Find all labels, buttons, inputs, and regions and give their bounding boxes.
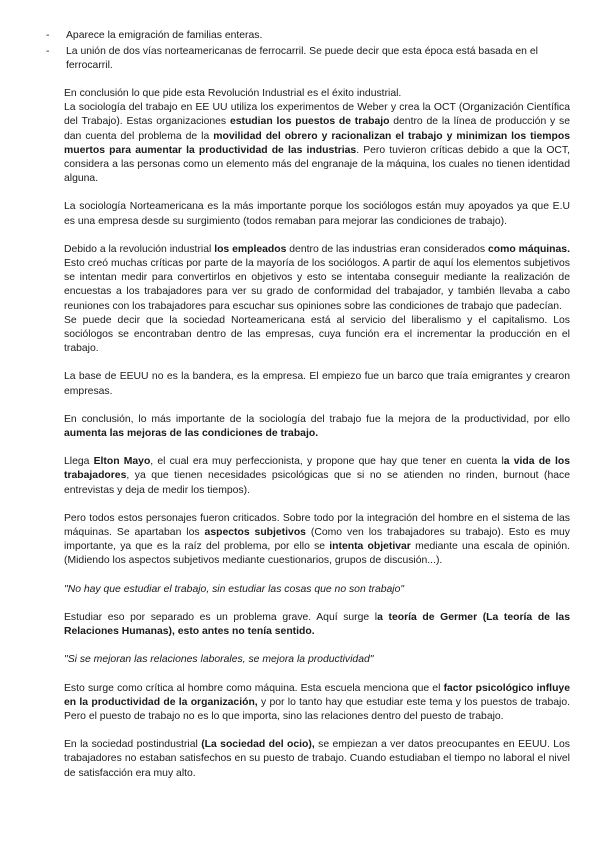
quote-text: "Si se mejoran las relaciones laborales, se mejora la productividad" [64, 654, 374, 666]
paragraph-elton-mayo [64, 455, 570, 498]
quote-trabajo [64, 583, 570, 597]
paragraph-text: La base de EEUU no es la bandera, es la empresa. El empiezo fue un barco que traía emigrantes y crearon empresas. [64, 371, 570, 397]
paragraph-text: se empiezan a ver datos preocupantes en EEUU. Los trabajadores no estaban satisfechos en su puesto de trabajo. Cuando estudiaban el tiempo no laboral el nivel de satisfacción era muy alto. [64, 739, 570, 779]
paragraph-text: La sociología Norteamericana es la más importante porque los sociólogos están muy apoyados ya que E.U es una empresa desde su surgimiento (todos remaban para mejorar las condiciones de trabajo). [64, 201, 570, 227]
bullet-marker: - [46, 46, 50, 58]
paragraph-empleados [64, 243, 570, 357]
bold-text: a teoría de Germer (La teoría de las Relaciones Humanas), esto antes no tenía sentido. [64, 611, 570, 638]
paragraph-text: En conclusión, lo más importante de la sociología del trabajo fue la mejora de la productividad, por ello [64, 413, 570, 425]
list-item-text: Aparece la emigración de familias enteras. [66, 30, 263, 41]
paragraph-oct [64, 87, 570, 186]
bold-text: Elton Mayo [93, 456, 151, 468]
paragraph-sociedad-postindustrial [64, 738, 570, 781]
paragraph-text: Esto creó muchas críticas por parte de la mayoría de los sociólogos. A partir de aquí los elementos subjetivos se intentan medir para convertirlos en objetivos y esto se intentaba conseguir mediante la realización de encuestas a los trabajadores para ver su grado de conformidad del trabajador, y también llevaba a cabo reuniones con los trabajadores para escuchar sus opiniones sobre las condiciones de trabajo que padecían. [64, 258, 570, 312]
bold-text: (La sociedad del ocio), [201, 739, 315, 751]
quote-productividad [64, 653, 570, 667]
list-item [46, 29, 546, 43]
paragraph-text: , el cual era muy perfeccionista, y propone que hay que tener en cuenta l [150, 456, 504, 468]
paragraph-conclusion [64, 413, 570, 441]
paragraph-base-eeuu [64, 370, 570, 398]
paragraph-factor-psicologico [64, 682, 570, 725]
list-item [46, 45, 546, 73]
paragraph-criticas [64, 512, 570, 569]
bullet-marker: - [46, 30, 50, 41]
bullet-list [46, 29, 546, 76]
paragraph-text: y por lo tanto hay que estudiar este tema y los puestos de trabajo. Pero el puesto de trabajo no es lo que importa, sino las relaciones dentro del puesto de trabajo. [64, 696, 570, 722]
bold-text: a vida de los trabajadores [64, 456, 571, 482]
paragraph-text: , ya que tienen necesidades psicológicas que si no se atienden no rinden, burnout (hace entrevistas y deja de medir los tiempos). [64, 470, 570, 496]
bold-text: aspectos subjetivos [204, 527, 306, 539]
quote-text: "No hay que estudiar el trabajo, sin estudiar las cosas que no son trabajo" [64, 583, 405, 595]
list-item-text: La unión de dos vías norteamericanas de ferrocarril. Se puede decir que esta época está basada en el ferrocarril. [66, 46, 538, 72]
paragraph-text: dentro de la línea de producción y se dan cuenta del problema de la [64, 116, 570, 142]
bold-text: aumenta las mejoras de las condiciones de trabajo. [64, 428, 319, 440]
paragraph-text: . Pero tuvieron críticas debido a que la OCT, considera a las personas como un elemento más del engranaje de la máquina, los cuales no tienen identidad alguna. [64, 144, 571, 185]
paragraph-text: mediante una escala de opinión. (Midiendo los aspectos subjetivos mediante cuestionarios, grupos de discusión...). [64, 541, 570, 567]
bold-text: factor psicológico influye en la productividad de la organización, [64, 682, 570, 708]
bold-text: los empleados [214, 243, 287, 255]
paragraph-text: Esto surge como crítica al hombre como máquina. Esta escuela menciona que el [64, 682, 444, 694]
paragraph-sociologia-norteamericana [64, 200, 570, 228]
bold-text: como máquinas. [487, 243, 570, 255]
paragraph-text: Pero todos estos personajes fueron criticados. Sobre todo por la integración del hombre en el sistema de las máquinas. Se apartaban los [64, 512, 570, 539]
paragraph-text: Estudiar eso por separado es un problema grave. Aquí surge l [64, 611, 378, 623]
paragraph-text: (Como ven los trabajadores su trabajo). Esto es muy importante, ya que es la raíz del problema, por ello se [64, 527, 570, 553]
paragraph-text: Llega [64, 456, 94, 468]
paragraph-text: Debido a la revolución industrial [64, 243, 215, 255]
bold-text: estudian los puestos de trabajo [229, 116, 390, 128]
paragraph-text: En la sociedad postindustrial [64, 739, 202, 751]
paragraph-text: dentro de las industrias eran considerados [286, 243, 488, 255]
bold-text: movilidad del obrero y racionalizan el trabajo y minimizan los tiempos muertos para aumentar la productividad de las industrias [64, 130, 570, 156]
paragraph-text: Se puede decir que la sociedad Norteamericana está al servicio del liberalismo y el capitalismo. Los sociólogos se encontraban dentro de las empresas, cuya función era el incrementar la producción en el trabajo. [64, 314, 570, 355]
bold-text: intenta objetivar [329, 541, 411, 553]
document-body [64, 87, 570, 781]
paragraph-text: En conclusión lo que pide esta Revolución Industrial es el éxito industrial. [64, 88, 402, 99]
paragraph-germer [64, 611, 570, 639]
paragraph-text: La sociología del trabajo en EE UU utiliza los experimentos de Weber y crea la OCT (Organización Científica del Trabajo). Estas organizaciones [64, 102, 570, 128]
